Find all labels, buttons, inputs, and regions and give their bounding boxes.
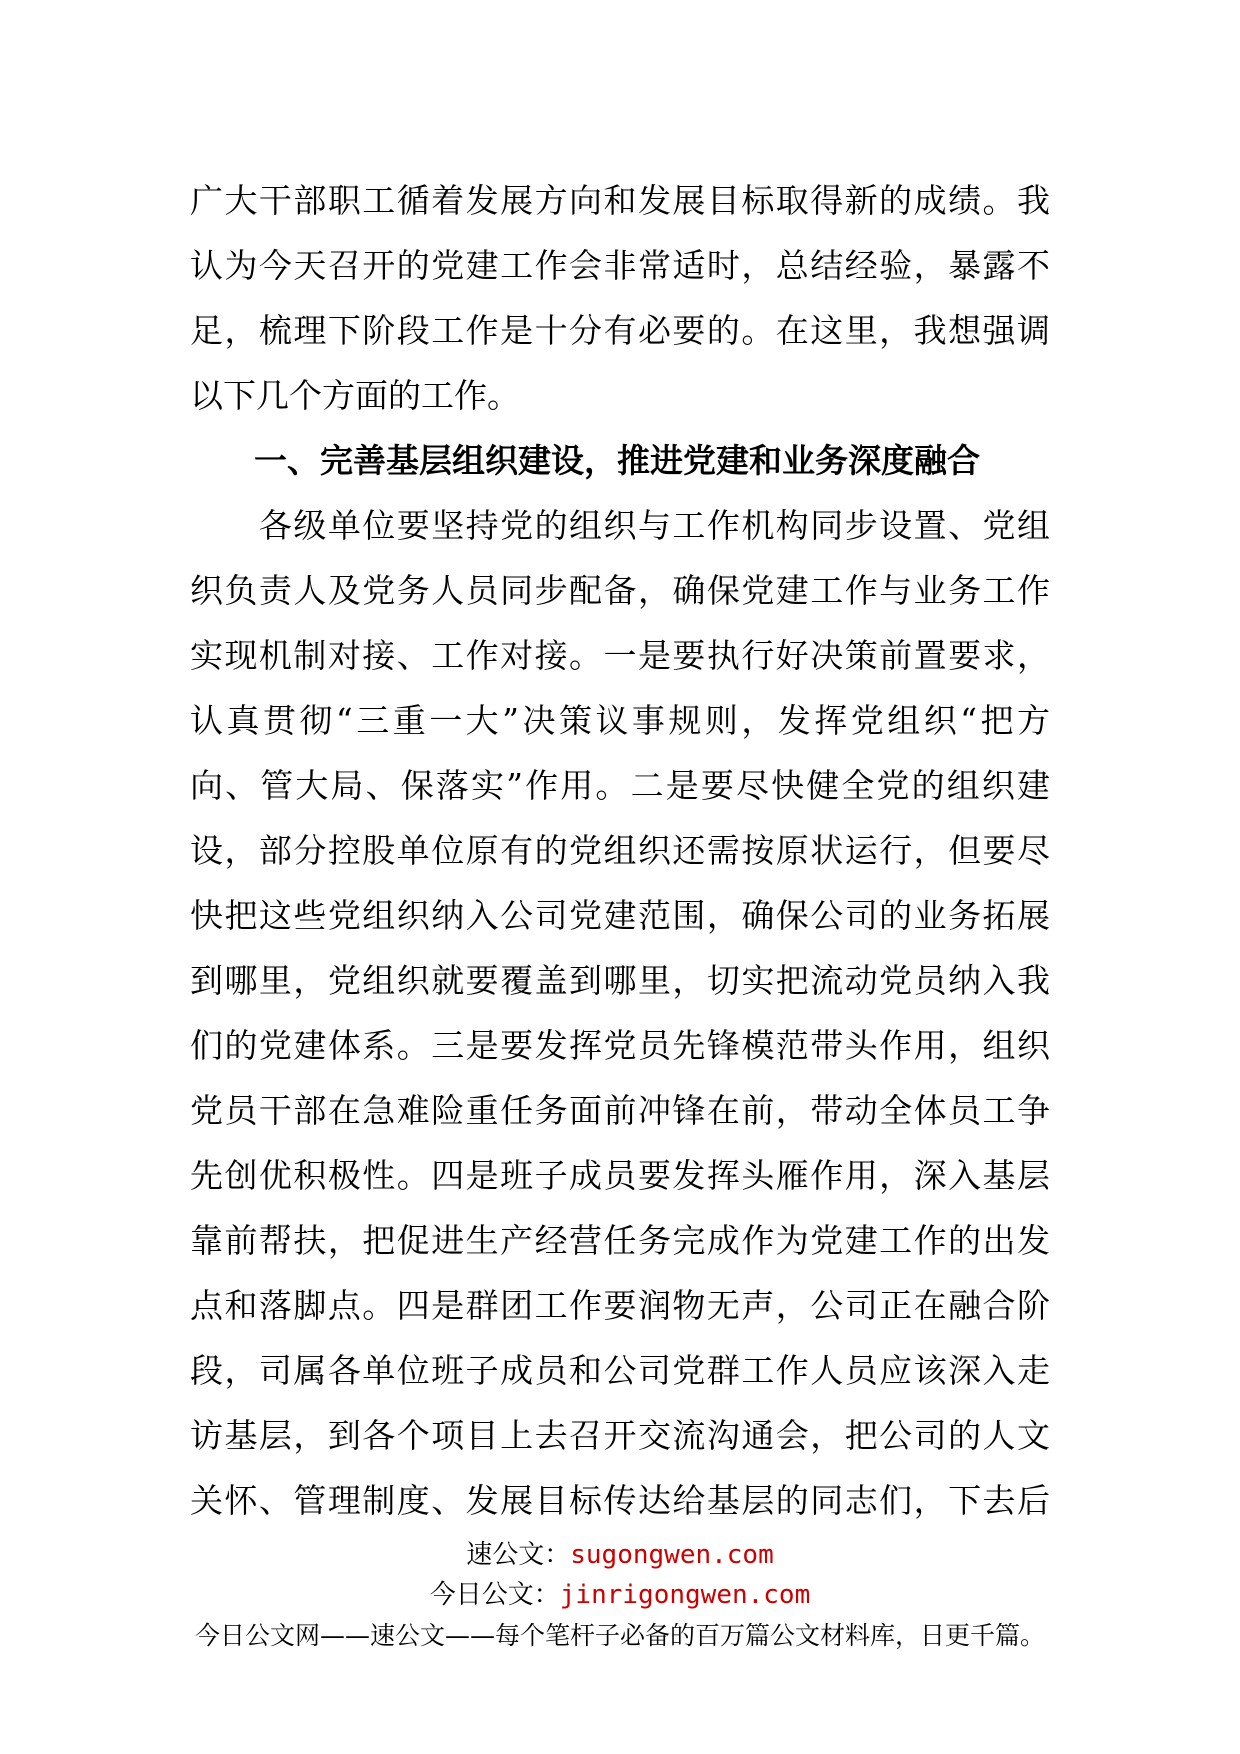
paragraph-line: 足，梳理下阶段工作是十分有必要的。在这里，我想强调	[190, 311, 1050, 350]
paragraph-line: 关怀、管理制度、发展目标传达给基层的同志们，下去后	[190, 1481, 1050, 1520]
paragraph-line: 广大干部职工循着发展方向和发展目标取得新的成绩。我	[190, 181, 1050, 220]
footer-label-sugongwen: 速公文：	[466, 1540, 571, 1570]
paragraph-line: 认真贯彻“三重一大”决策议事规则，发挥党组织“把方	[190, 701, 1050, 740]
paragraph-line: 设，部分控股单位原有的党组织还需按原状运行，但要尽	[190, 831, 1050, 870]
watermark-footer	[0, 1535, 1240, 1657]
paragraph-line: 先创优积极性。四是班子成员要发挥头雁作用，深入基层	[190, 1156, 1050, 1195]
footer-line-sugongwen	[0, 1535, 1240, 1575]
paragraph-line: 各级单位要坚持党的组织与工作机构同步设置、党组	[190, 506, 1050, 545]
section-heading: 一、完善基层组织建设，推进党建和业务深度融合	[254, 441, 980, 480]
paragraph-line: 织负责人及党务人员同步配备，确保党建工作与业务工作	[190, 571, 1050, 610]
paragraph-line: 到哪里，党组织就要覆盖到哪里，切实把流动党员纳入我	[190, 961, 1050, 1000]
paragraph-line: 以下几个方面的工作。	[190, 376, 520, 415]
paragraph-line: 段，司属各单位班子成员和公司党群工作人员应该深入走	[190, 1351, 1050, 1390]
footer-tagline: 今日公文网——速公文——每个笔杆子必备的百万篇公文材料库，日更千篇。	[194, 1621, 1045, 1650]
paragraph-line: 快把这些党组织纳入公司党建范围，确保公司的业务拓展	[190, 896, 1050, 935]
paragraph-line: 党员干部在急难险重任务面前冲锋在前，带动全体员工争	[190, 1091, 1050, 1130]
footer-line-jinrigongwen	[0, 1575, 1240, 1615]
paragraph-line: 访基层，到各个项目上去召开交流沟通会，把公司的人文	[190, 1416, 1050, 1455]
paragraph-line: 实现机制对接、工作对接。一是要执行好决策前置要求，	[190, 636, 1050, 675]
footer-link-sugongwen[interactable]: sugongwen.com	[570, 1540, 774, 1570]
paragraph-line: 靠前帮扶，把促进生产经营任务完成作为党建工作的出发	[190, 1221, 1050, 1260]
paragraph-line: 点和落脚点。四是群团工作要润物无声，公司正在融合阶	[190, 1286, 1050, 1325]
paragraph-line: 们的党建体系。三是要发挥党员先锋模范带头作用，组织	[190, 1026, 1050, 1065]
document-body	[190, 168, 1050, 1533]
paragraph-line: 向、管大局、保落实”作用。二是要尽快健全党的组织建	[190, 766, 1050, 805]
paragraph-line: 认为今天召开的党建工作会非常适时，总结经验，暴露不	[190, 246, 1050, 285]
footer-link-jinrigongwen[interactable]: jinrigongwen.com	[559, 1580, 811, 1610]
footer-label-jinrigongwen: 今日公文：	[429, 1580, 560, 1610]
